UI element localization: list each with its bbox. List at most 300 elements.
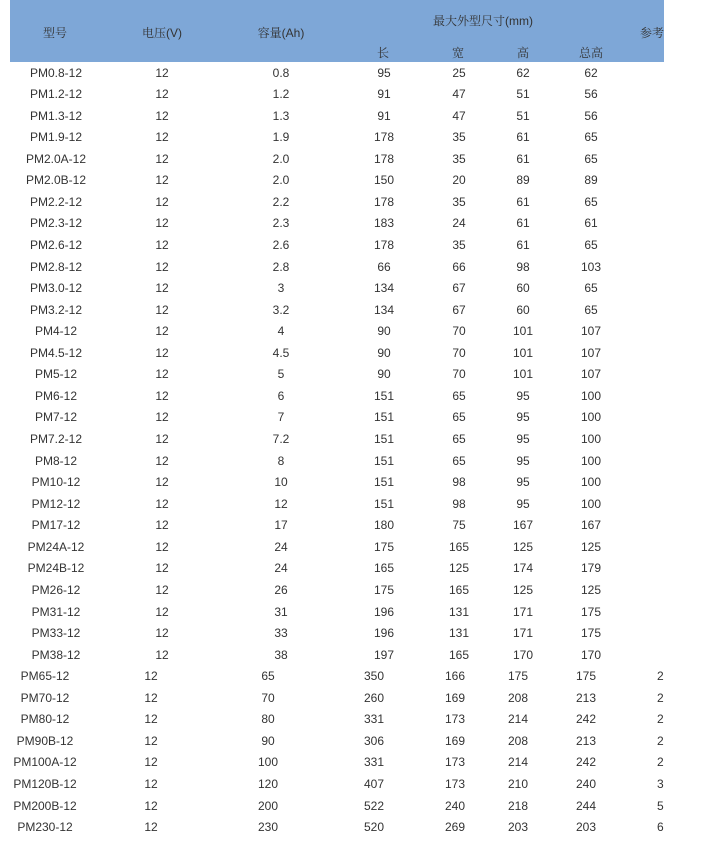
cell-capacity: 24 (274, 539, 288, 554)
table-row (10, 579, 664, 600)
table-row (10, 169, 664, 190)
table-row (10, 126, 664, 147)
cell-voltage: 12 (155, 324, 169, 339)
cell-total-height: 56 (584, 87, 598, 102)
table-row (10, 148, 664, 169)
cell-reference: 2 (657, 669, 664, 684)
cell-height: 61 (516, 130, 530, 145)
cell-length: 151 (373, 388, 395, 403)
cell-height: 214 (507, 755, 529, 770)
cell-length: 175 (373, 539, 395, 554)
cell-voltage: 12 (155, 237, 169, 252)
cell-capacity: 2.0 (272, 173, 290, 188)
table-row (10, 471, 664, 492)
cell-width: 269 (444, 820, 466, 835)
cell-height: 61 (516, 151, 530, 166)
cell-height: 208 (507, 690, 529, 705)
cell-capacity: 2.6 (272, 237, 290, 252)
cell-total-height: 100 (580, 496, 602, 511)
cell-total-height: 103 (580, 259, 602, 274)
table-row (10, 536, 664, 557)
cell-capacity: 3 (277, 281, 285, 296)
cell-total-height: 175 (580, 604, 602, 619)
cell-width: 24 (452, 216, 466, 231)
header-dimensions-group: 最大外型尺寸(mm) (433, 14, 533, 28)
cell-capacity: 90 (261, 733, 275, 748)
cell-model: PM3.0-12 (29, 281, 83, 296)
cell-total-height: 107 (580, 367, 602, 382)
cell-voltage: 12 (155, 130, 169, 145)
cell-model: PM6-12 (34, 388, 78, 403)
cell-model: PM0.8-12 (29, 65, 83, 80)
cell-length: 178 (373, 194, 395, 209)
cell-height: 214 (507, 712, 529, 727)
table-row (10, 601, 664, 622)
cell-width: 67 (452, 281, 466, 296)
cell-height: 60 (516, 281, 530, 296)
cell-model: PM90B-12 (16, 733, 74, 748)
table-row (10, 256, 664, 277)
cell-voltage: 12 (155, 194, 169, 209)
cell-length: 66 (377, 259, 391, 274)
cell-height: 101 (512, 345, 534, 360)
cell-height: 174 (512, 561, 534, 576)
cell-height: 175 (507, 669, 529, 684)
cell-voltage: 12 (144, 669, 158, 684)
cell-width: 35 (452, 130, 466, 145)
cell-total-height: 179 (580, 561, 602, 576)
cell-voltage: 12 (155, 388, 169, 403)
cell-voltage: 12 (144, 712, 158, 727)
cell-total-height: 125 (580, 582, 602, 597)
header-reference: 参考 (640, 26, 664, 40)
cell-reference: 2 (657, 755, 664, 770)
cell-width: 173 (444, 776, 466, 791)
cell-height: 167 (512, 518, 534, 533)
cell-length: 331 (363, 712, 385, 727)
cell-capacity: 12 (274, 496, 288, 511)
cell-length: 196 (373, 626, 395, 641)
cell-length: 91 (377, 87, 391, 102)
cell-model: PM200B-12 (13, 798, 77, 813)
cell-width: 67 (452, 302, 466, 317)
table-row (10, 105, 664, 126)
cell-voltage: 12 (155, 518, 169, 533)
header-length: 长 (376, 46, 390, 60)
cell-width: 35 (452, 151, 466, 166)
cell-total-height: 65 (584, 281, 598, 296)
cell-model: PM33-12 (31, 626, 81, 641)
cell-total-height: 242 (575, 712, 597, 727)
cell-voltage: 12 (144, 690, 158, 705)
cell-voltage: 12 (155, 65, 169, 80)
cell-length: 178 (373, 151, 395, 166)
cell-model: PM2.2-12 (29, 194, 83, 209)
cell-width: 70 (452, 345, 466, 360)
cell-capacity: 65 (261, 669, 275, 684)
cell-length: 150 (373, 173, 395, 188)
cell-width: 125 (448, 561, 470, 576)
cell-width: 169 (444, 733, 466, 748)
cell-length: 197 (373, 647, 395, 662)
cell-length: 90 (377, 324, 391, 339)
cell-voltage: 12 (155, 259, 169, 274)
cell-width: 25 (452, 65, 466, 80)
cell-width: 98 (452, 475, 466, 490)
cell-length: 196 (373, 604, 395, 619)
cell-model: PM1.2-12 (29, 87, 83, 102)
cell-voltage: 12 (144, 798, 158, 813)
cell-voltage: 12 (155, 647, 169, 662)
cell-width: 173 (444, 712, 466, 727)
cell-voltage: 12 (155, 604, 169, 619)
cell-height: 61 (516, 194, 530, 209)
cell-voltage: 12 (144, 733, 158, 748)
cell-height: 210 (507, 776, 529, 791)
cell-height: 95 (516, 475, 530, 490)
cell-capacity: 1.9 (272, 130, 290, 145)
cell-height: 95 (516, 496, 530, 511)
cell-height: 89 (516, 173, 530, 188)
cell-total-height: 203 (575, 820, 597, 835)
table-row (10, 665, 664, 686)
cell-total-height: 100 (580, 432, 602, 447)
cell-capacity: 4.5 (272, 345, 290, 360)
table-row (10, 730, 664, 751)
table-row (10, 493, 664, 514)
header-capacity: 容量(Ah) (257, 26, 305, 40)
cell-width: 20 (452, 173, 466, 188)
table-header (10, 0, 664, 62)
cell-width: 166 (444, 669, 466, 684)
table-row (10, 644, 664, 665)
cell-model: PM80-12 (20, 712, 70, 727)
cell-width: 47 (452, 87, 466, 102)
cell-width: 66 (452, 259, 466, 274)
cell-model: PM2.8-12 (29, 259, 83, 274)
cell-reference: 2 (657, 690, 664, 705)
cell-height: 51 (516, 87, 530, 102)
cell-model: PM2.0B-12 (25, 173, 87, 188)
cell-total-height: 170 (580, 647, 602, 662)
cell-capacity: 17 (274, 518, 288, 533)
cell-model: PM70-12 (20, 690, 70, 705)
cell-capacity: 2.0 (272, 151, 290, 166)
cell-capacity: 120 (257, 776, 279, 791)
cell-height: 208 (507, 733, 529, 748)
cell-model: PM2.0A-12 (25, 151, 87, 166)
cell-capacity: 3.2 (272, 302, 290, 317)
cell-capacity: 8 (277, 453, 285, 468)
cell-width: 131 (448, 604, 470, 619)
cell-capacity: 2.8 (272, 259, 290, 274)
cell-height: 125 (512, 539, 534, 554)
table-row (10, 385, 664, 406)
cell-voltage: 12 (155, 453, 169, 468)
cell-voltage: 12 (155, 108, 169, 123)
cell-voltage: 12 (155, 87, 169, 102)
cell-voltage: 12 (144, 755, 158, 770)
cell-model: PM4.5-12 (29, 345, 83, 360)
cell-length: 134 (373, 281, 395, 296)
header-model: 型号 (42, 26, 68, 40)
cell-total-height: 242 (575, 755, 597, 770)
cell-height: 61 (516, 237, 530, 252)
cell-model: PM7-12 (34, 410, 78, 425)
cell-model: PM120B-12 (13, 776, 77, 791)
cell-width: 70 (452, 367, 466, 382)
cell-height: 95 (516, 432, 530, 447)
cell-model: PM2.6-12 (29, 237, 83, 252)
cell-length: 95 (377, 65, 391, 80)
header-width: 宽 (451, 46, 465, 60)
cell-height: 98 (516, 259, 530, 274)
cell-capacity: 24 (274, 561, 288, 576)
cell-height: 203 (507, 820, 529, 835)
cell-capacity: 38 (274, 647, 288, 662)
cell-voltage: 12 (144, 776, 158, 791)
cell-height: 101 (512, 324, 534, 339)
battery-spec-table (10, 0, 664, 850)
cell-voltage: 12 (155, 561, 169, 576)
cell-length: 90 (377, 367, 391, 382)
cell-height: 95 (516, 410, 530, 425)
cell-length: 350 (363, 669, 385, 684)
cell-total-height: 107 (580, 324, 602, 339)
table-row (10, 795, 664, 816)
cell-model: PM2.3-12 (29, 216, 83, 231)
cell-model: PM38-12 (31, 647, 81, 662)
cell-capacity: 10 (274, 475, 288, 490)
cell-width: 240 (444, 798, 466, 813)
cell-capacity: 4 (277, 324, 285, 339)
cell-model: PM1.3-12 (29, 108, 83, 123)
cell-total-height: 89 (584, 173, 598, 188)
cell-voltage: 12 (155, 539, 169, 554)
cell-total-height: 65 (584, 302, 598, 317)
cell-model: PM7.2-12 (29, 432, 83, 447)
cell-capacity: 1.2 (272, 87, 290, 102)
cell-capacity: 230 (257, 820, 279, 835)
cell-model: PM230-12 (17, 820, 73, 835)
table-row (10, 277, 664, 298)
table-row (10, 299, 664, 320)
cell-reference: 3 (657, 776, 664, 791)
header-voltage: 电压(V) (142, 26, 182, 40)
table-row (10, 406, 664, 427)
cell-width: 35 (452, 194, 466, 209)
cell-width: 35 (452, 237, 466, 252)
cell-width: 65 (452, 388, 466, 403)
cell-voltage: 12 (155, 496, 169, 511)
cell-height: 171 (512, 604, 534, 619)
cell-total-height: 175 (580, 626, 602, 641)
cell-height: 170 (512, 647, 534, 662)
cell-width: 165 (448, 582, 470, 597)
cell-model: PM8-12 (34, 453, 78, 468)
cell-model: PM3.2-12 (29, 302, 83, 317)
cell-capacity: 100 (257, 755, 279, 770)
cell-model: PM100A-12 (13, 755, 77, 770)
table-row (10, 773, 664, 794)
cell-voltage: 12 (155, 173, 169, 188)
cell-capacity: 80 (261, 712, 275, 727)
cell-capacity: 2.3 (272, 216, 290, 231)
cell-length: 175 (373, 582, 395, 597)
cell-capacity: 7.2 (272, 432, 290, 447)
cell-length: 178 (373, 237, 395, 252)
cell-total-height: 167 (580, 518, 602, 533)
table-row (10, 62, 664, 83)
table-row (10, 751, 664, 772)
cell-capacity: 26 (274, 582, 288, 597)
cell-total-height: 125 (580, 539, 602, 554)
table-row (10, 212, 664, 233)
cell-height: 60 (516, 302, 530, 317)
cell-voltage: 12 (155, 281, 169, 296)
cell-width: 165 (448, 647, 470, 662)
cell-voltage: 12 (155, 216, 169, 231)
cell-length: 407 (363, 776, 385, 791)
cell-voltage: 12 (155, 475, 169, 490)
cell-reference: 5 (657, 798, 664, 813)
cell-length: 91 (377, 108, 391, 123)
cell-voltage: 12 (155, 626, 169, 641)
cell-model: PM17-12 (31, 518, 81, 533)
cell-model: PM5-12 (34, 367, 78, 382)
cell-total-height: 65 (584, 194, 598, 209)
table-row (10, 708, 664, 729)
cell-length: 90 (377, 345, 391, 360)
cell-model: PM26-12 (31, 582, 81, 597)
cell-capacity: 33 (274, 626, 288, 641)
cell-height: 218 (507, 798, 529, 813)
cell-length: 151 (373, 453, 395, 468)
cell-total-height: 65 (584, 151, 598, 166)
cell-width: 131 (448, 626, 470, 641)
cell-length: 151 (373, 432, 395, 447)
cell-total-height: 175 (575, 669, 597, 684)
cell-voltage: 12 (144, 820, 158, 835)
table-row (10, 450, 664, 471)
cell-length: 151 (373, 496, 395, 511)
cell-total-height: 56 (584, 108, 598, 123)
cell-length: 134 (373, 302, 395, 317)
cell-capacity: 2.2 (272, 194, 290, 209)
cell-width: 169 (444, 690, 466, 705)
cell-total-height: 244 (575, 798, 597, 813)
cell-width: 75 (452, 518, 466, 533)
cell-total-height: 62 (584, 65, 598, 80)
cell-reference: 2 (657, 733, 664, 748)
cell-height: 61 (516, 216, 530, 231)
cell-reference: 6 (657, 820, 664, 835)
cell-model: PM31-12 (31, 604, 81, 619)
cell-total-height: 65 (584, 237, 598, 252)
table-row (10, 83, 664, 104)
cell-width: 65 (452, 453, 466, 468)
cell-length: 260 (363, 690, 385, 705)
cell-height: 51 (516, 108, 530, 123)
cell-height: 95 (516, 453, 530, 468)
cell-total-height: 213 (575, 733, 597, 748)
cell-total-height: 107 (580, 345, 602, 360)
cell-reference: 2 (657, 712, 664, 727)
cell-capacity: 6 (277, 388, 285, 403)
table-row (10, 557, 664, 578)
cell-total-height: 100 (580, 388, 602, 403)
cell-length: 165 (373, 561, 395, 576)
cell-length: 178 (373, 130, 395, 145)
cell-voltage: 12 (155, 302, 169, 317)
cell-capacity: 5 (277, 367, 285, 382)
cell-capacity: 31 (274, 604, 288, 619)
cell-length: 522 (363, 798, 385, 813)
table-row (10, 816, 664, 837)
cell-length: 180 (373, 518, 395, 533)
cell-model: PM10-12 (31, 475, 81, 490)
cell-height: 125 (512, 582, 534, 597)
table-row (10, 363, 664, 384)
cell-length: 520 (363, 820, 385, 835)
cell-total-height: 61 (584, 216, 598, 231)
table-row (10, 320, 664, 341)
table-row (10, 687, 664, 708)
cell-model: PM4-12 (34, 324, 78, 339)
cell-height: 101 (512, 367, 534, 382)
cell-total-height: 213 (575, 690, 597, 705)
cell-capacity: 70 (261, 690, 275, 705)
table-row (10, 342, 664, 363)
cell-width: 70 (452, 324, 466, 339)
cell-length: 331 (363, 755, 385, 770)
cell-capacity: 7 (277, 410, 285, 425)
cell-length: 306 (363, 733, 385, 748)
cell-length: 151 (373, 410, 395, 425)
table-row (10, 622, 664, 643)
cell-width: 65 (452, 432, 466, 447)
header-total-height: 总高 (578, 46, 604, 60)
header-height: 高 (516, 46, 530, 60)
cell-capacity: 1.3 (272, 108, 290, 123)
cell-voltage: 12 (155, 432, 169, 447)
cell-total-height: 100 (580, 410, 602, 425)
cell-width: 165 (448, 539, 470, 554)
cell-model: PM1.9-12 (29, 130, 83, 145)
cell-voltage: 12 (155, 410, 169, 425)
cell-voltage: 12 (155, 367, 169, 382)
table-row (10, 191, 664, 212)
cell-total-height: 100 (580, 475, 602, 490)
cell-length: 151 (373, 475, 395, 490)
cell-total-height: 100 (580, 453, 602, 468)
cell-voltage: 12 (155, 345, 169, 360)
cell-height: 95 (516, 388, 530, 403)
cell-width: 47 (452, 108, 466, 123)
cell-total-height: 65 (584, 130, 598, 145)
cell-height: 62 (516, 65, 530, 80)
cell-model: PM24B-12 (27, 561, 85, 576)
cell-width: 173 (444, 755, 466, 770)
cell-capacity: 0.8 (272, 65, 290, 80)
cell-width: 98 (452, 496, 466, 511)
cell-model: PM12-12 (31, 496, 81, 511)
cell-model: PM65-12 (20, 669, 70, 684)
cell-total-height: 240 (575, 776, 597, 791)
table-row (10, 514, 664, 535)
cell-height: 171 (512, 626, 534, 641)
cell-length: 183 (373, 216, 395, 231)
